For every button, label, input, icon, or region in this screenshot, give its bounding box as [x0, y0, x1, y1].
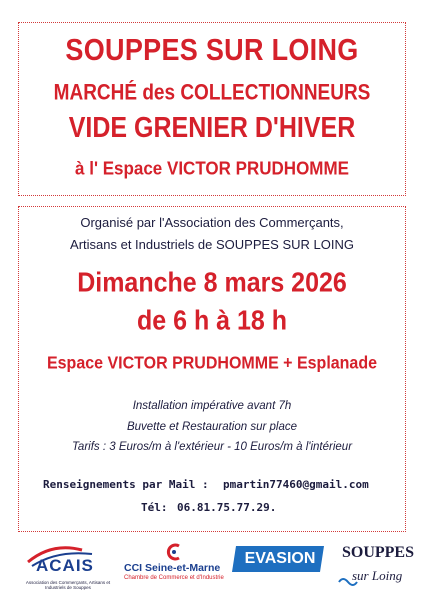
organizer-line-2: Artisans et Industriels de SOUPPES SUR LOING [70, 237, 354, 252]
event-title: MARCHÉ des COLLECTIONNEURS [53, 81, 371, 106]
organizer-line-1: Organisé par l'Association des Commerçants, [80, 215, 344, 230]
evasion-name: EVASION [244, 550, 316, 567]
venue-title: à l' Espace VICTOR PRUDHOMME [75, 158, 349, 179]
souppes-name: SOUPPES [341, 544, 414, 561]
title-box [18, 22, 406, 196]
souppes-subtitle: sur Loing [352, 568, 403, 583]
mail-address[interactable]: pmartin77460@gmail.com [223, 478, 369, 491]
acais-name: ACAIS [36, 556, 94, 575]
mail-label: Renseignements par Mail : [43, 478, 209, 491]
installation-note: Installation impérative avant 7h [132, 400, 292, 412]
details-box [18, 206, 406, 532]
cci-logo [122, 540, 222, 592]
event-location: Espace VICTOR PRUDHOMME + Esplanade [46, 354, 377, 373]
souppes-logo [336, 540, 420, 592]
phone-number[interactable]: 06.81.75.77.29. [177, 501, 277, 514]
cci-name: CCI Seine-et-Marne [124, 562, 221, 574]
cci-caption: Chambre de Commerce et d'Industrie [124, 575, 224, 581]
phone-label: Tél: [141, 501, 168, 514]
cci-mark-icon [164, 542, 184, 562]
souppes-wave-icon [338, 574, 358, 588]
event-subtitle: VIDE GRENIER D'HIVER [68, 111, 356, 145]
town-title: SOUPPES SUR LOING [65, 33, 359, 67]
evasion-logo [232, 544, 328, 574]
event-date: Dimanche 8 mars 2026 [77, 267, 347, 299]
tarifs-note: Tarifs : 3 Euros/m à l'extérieur - 10 Euros/m à l'intérieur [71, 441, 353, 453]
event-hours: de 6 h à 18 h [136, 305, 288, 337]
acais-logo [22, 540, 114, 592]
acais-caption: Association des Commerçants, Artisans et Industriels de Souppes [25, 580, 111, 590]
buvette-note: Buvette et Restauration sur place [126, 421, 298, 433]
